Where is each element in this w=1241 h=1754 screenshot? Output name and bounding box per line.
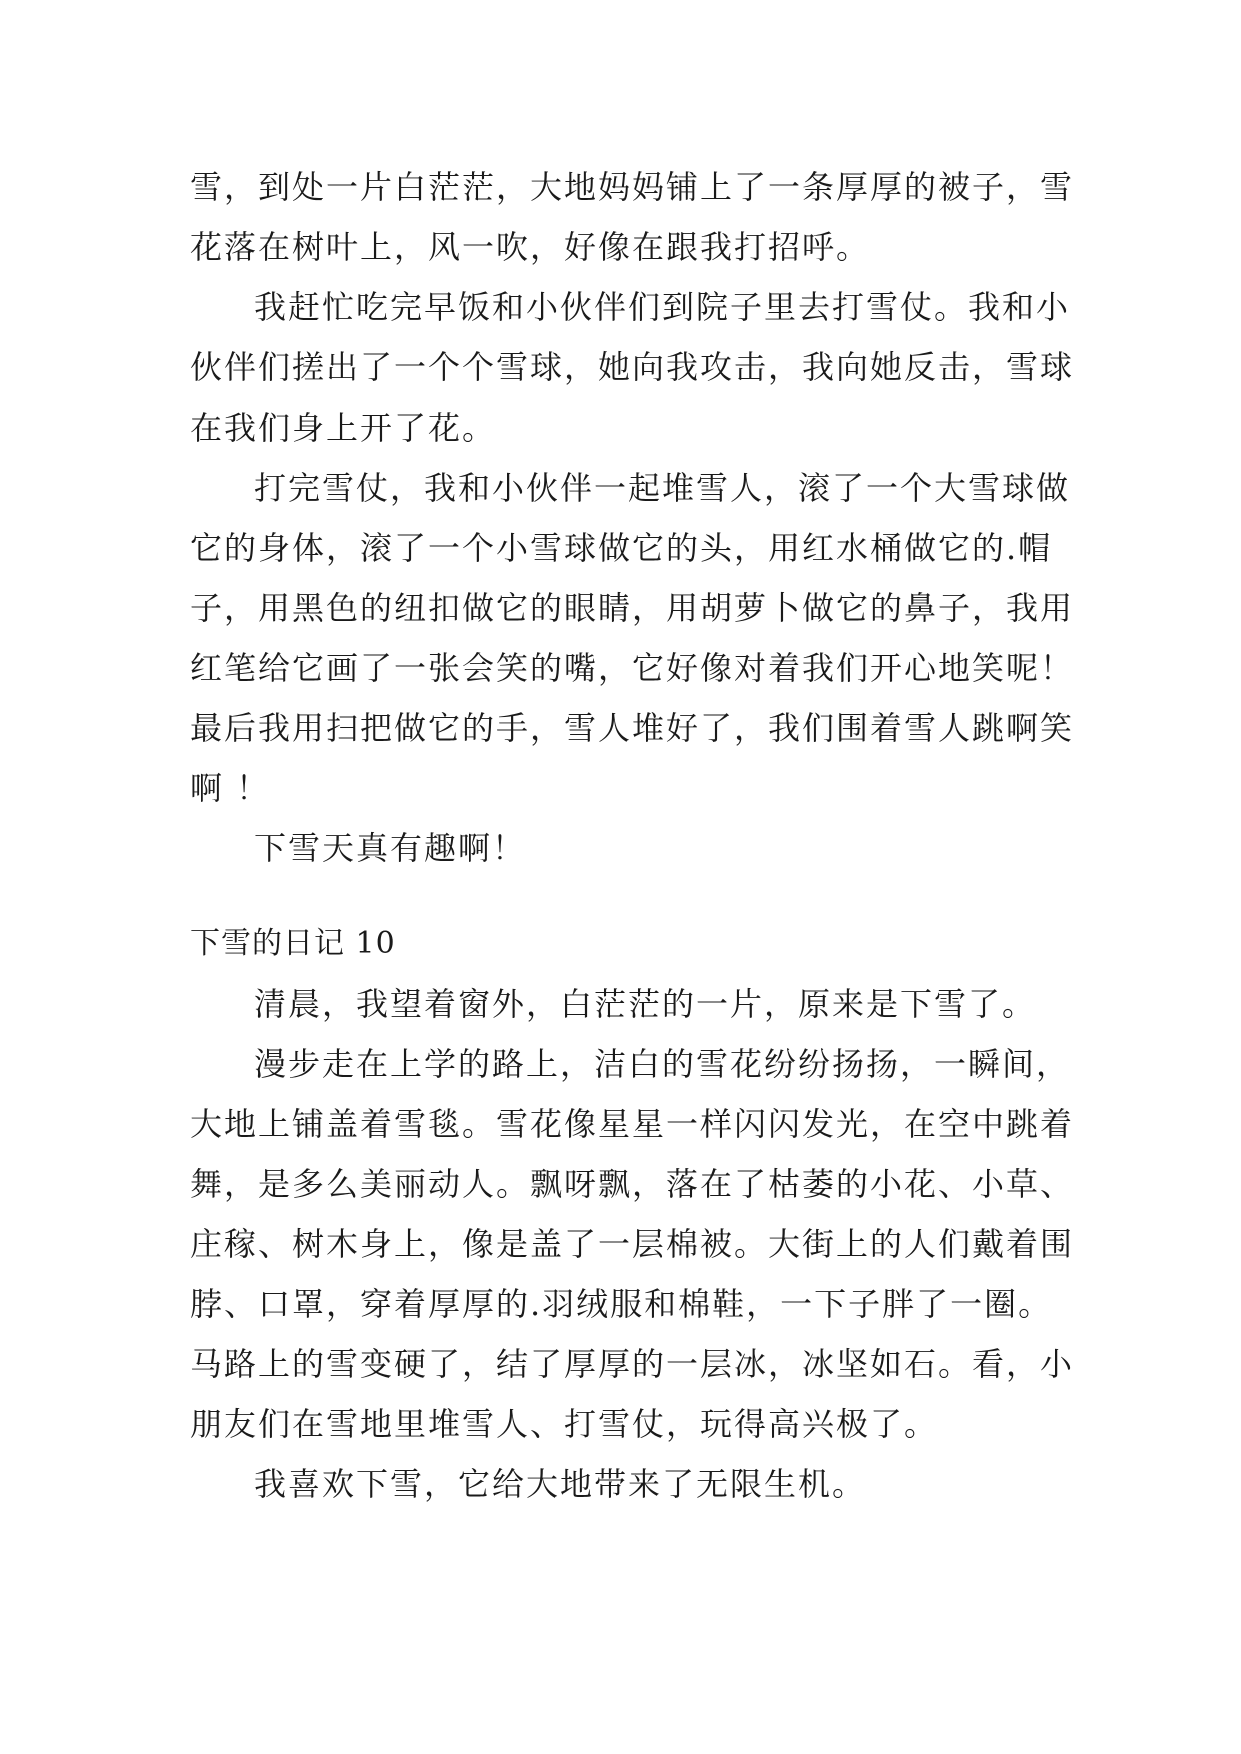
text-line: 啊 ！	[190, 769, 271, 807]
text-line: 脖、口罩，穿着厚厚的.羽绒服和棉鞋，一下子胖了一圈。	[190, 1285, 1053, 1323]
text-line: 在我们身上开了花。	[190, 409, 497, 447]
paragraph-first-line: 打完雪仗，我和小伙伴一起堆雪人，滚了一个大雪球做	[254, 469, 1071, 507]
paragraph-first-line: 清晨，我望着窗外，白茫茫的一片，原来是下雪了。	[254, 985, 1037, 1023]
section-heading: 下雪的日记 10	[190, 926, 396, 961]
text-line: 子，用黑色的纽扣做它的眼睛，用胡萝卜做它的鼻子，我用	[190, 589, 1075, 627]
text-line: 它的身体，滚了一个小雪球做它的头，用红水桶做它的.帽	[190, 529, 1053, 567]
text-line: 大地上铺盖着雪毯。雪花像星星一样闪闪发光，在空中跳着	[190, 1105, 1075, 1143]
paragraph-first-line: 漫步走在上学的路上，洁白的雪花纷纷扬扬，一瞬间，	[254, 1045, 1071, 1083]
text-line: 雪，到处一片白茫茫，大地妈妈铺上了一条厚厚的被子，雪	[190, 168, 1075, 206]
paragraph-first-line: 下雪天真有趣啊！	[254, 829, 527, 867]
text-line: 花落在树叶上，风一吹，好像在跟我打招呼。	[190, 228, 871, 266]
text-line: 红笔给它画了一张会笑的嘴，它好像对着我们开心地笑呢！	[190, 649, 1075, 687]
text-line: 庄稼、树木身上，像是盖了一层棉被。大街上的人们戴着围	[190, 1225, 1075, 1263]
text-line: 马路上的雪变硬了，结了厚厚的一层冰，冰坚如石。看，小	[190, 1345, 1075, 1383]
text-line: 朋友们在雪地里堆雪人、打雪仗，玩得高兴极了。	[190, 1405, 939, 1443]
text-line: 最后我用扫把做它的手，雪人堆好了，我们围着雪人跳啊笑	[190, 709, 1075, 747]
paragraph-first-line: 我赶忙吃完早饭和小伙伴们到院子里去打雪仗。我和小	[254, 288, 1071, 326]
text-line: 伙伴们搓出了一个个雪球，她向我攻击，我向她反击，雪球	[190, 348, 1075, 386]
paragraph-first-line: 我喜欢下雪，它给大地带来了无限生机。	[254, 1465, 867, 1503]
text-line: 舞，是多么美丽动人。飘呀飘，落在了枯萎的小花、小草、	[190, 1165, 1075, 1203]
